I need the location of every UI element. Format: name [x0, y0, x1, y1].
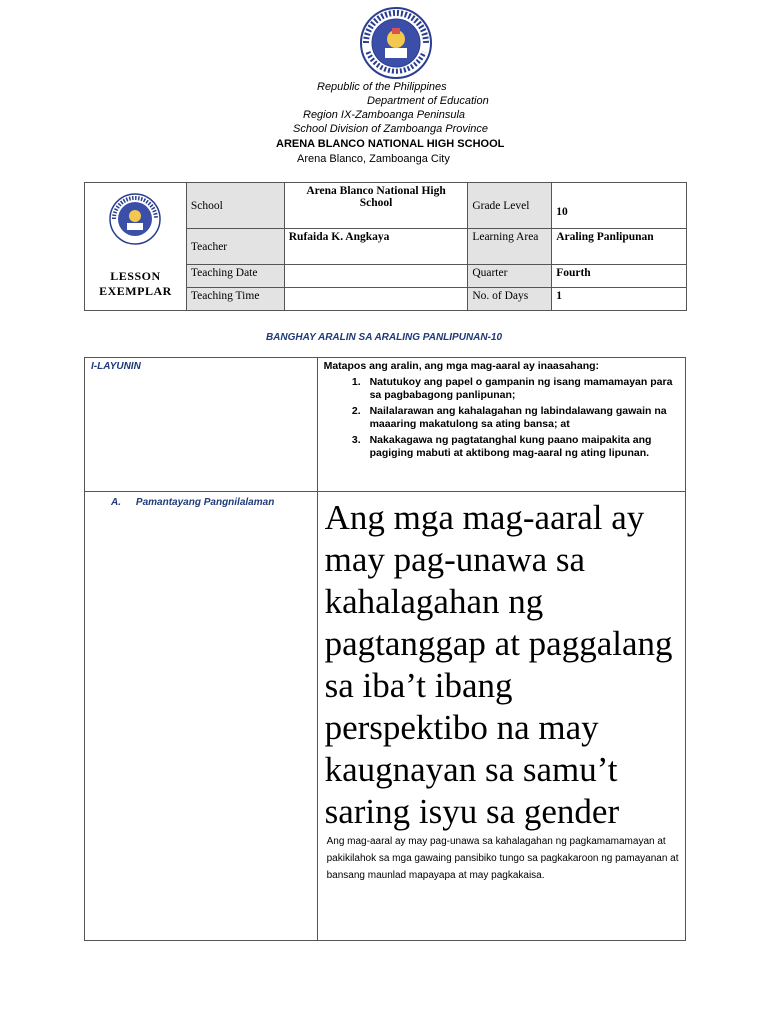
lesson-exemplar-cell [85, 183, 187, 311]
lesson-label: LESSON [110, 269, 161, 283]
standard-label: Pamantayang Pangnilalaman [135, 497, 275, 508]
learning-area-value: Araling Panlipunan [552, 229, 687, 265]
learning-area-label: Learning Area [468, 229, 552, 265]
quarter-label: Quarter [468, 265, 552, 288]
teaching-date-value [284, 265, 468, 288]
days-value: 1 [552, 288, 687, 311]
school-label: School [186, 183, 284, 229]
school-address-line: Arena Blanco, Zamboanga City [297, 153, 450, 165]
division-line: School Division of Zamboanga Province [293, 123, 489, 135]
plan-title: BANGHAY ARALIN SA ARALING PANLIPUNAN-10 [265, 332, 503, 343]
region-line: Region IX-Zamboanga Peninsula [303, 109, 466, 121]
school-name-line: ARENA BLANCO NATIONAL HIGH SCHOOL [276, 138, 505, 150]
standard-marker: A. [111, 497, 121, 508]
objectives-label-cell [85, 358, 318, 492]
lesson-plan-table [84, 357, 686, 941]
exemplar-label: EXEMPLAR [99, 284, 172, 298]
objective-item: 1. Natutukoy ang papel o gampanin ng isang mamamayan para sa pagbabagong panlipunan; [364, 376, 679, 402]
teacher-label: Teacher [186, 229, 284, 265]
deped-seal-logo [352, 6, 440, 80]
standard-content-cell [317, 492, 685, 941]
department-line: Department of Education [367, 95, 489, 107]
teaching-time-label: Teaching Time [186, 288, 284, 311]
objectives-label: I-LAYUNIN [91, 361, 141, 372]
objective-item: 2. Nailalarawan ang kahalagahan ng labindalawang gawain na maaaring makatulong sa ating bansa; at [364, 405, 679, 431]
lesson-info-table [84, 182, 687, 311]
quarter-value: Fourth [552, 265, 687, 288]
grade-level-label: Grade Level [468, 183, 552, 229]
objectives-list [324, 376, 679, 460]
standard-big-text: Ang mga mag-aaral ay may pag-unawa sa kahalagahan ng pagtanggap at paggalang sa iba’t ibang perspektibo na may kaugnayan sa samu’t saring isyu sa gender [324, 498, 673, 831]
objective-item: 3. Nakakagawa ng pagtatanghal kung paano maipakita ang pagiging mabuti at aktibong mag-aaral ng ating lipunan. [364, 434, 679, 460]
standard-small-text: Ang mag-aaral ay may pag-unawa sa kahalagahan ng pagkamamamayan at pakikilahok sa mga gawaing pansibiko tungo sa pagkakaroon ng pamayanan at bansang maunlad mapayapa at may pagkakaisa. [326, 836, 679, 881]
objectives-cell [317, 358, 685, 492]
standard-label-cell [85, 492, 318, 941]
republic-line: Republic of the Philippines [317, 81, 447, 93]
objectives-intro: Matapos ang aralin, ang mga mag-aaral ay inaasahang: [323, 360, 600, 372]
deped-seal-small-logo [85, 192, 186, 249]
teaching-date-label: Teaching Date [186, 265, 284, 288]
days-label: No. of Days [468, 288, 552, 311]
school-value: Arena Blanco National High School [284, 183, 468, 229]
grade-level-value: 10 [552, 183, 687, 229]
teaching-time-value [284, 288, 468, 311]
teacher-value: Rufaida K. Angkaya [284, 229, 468, 265]
